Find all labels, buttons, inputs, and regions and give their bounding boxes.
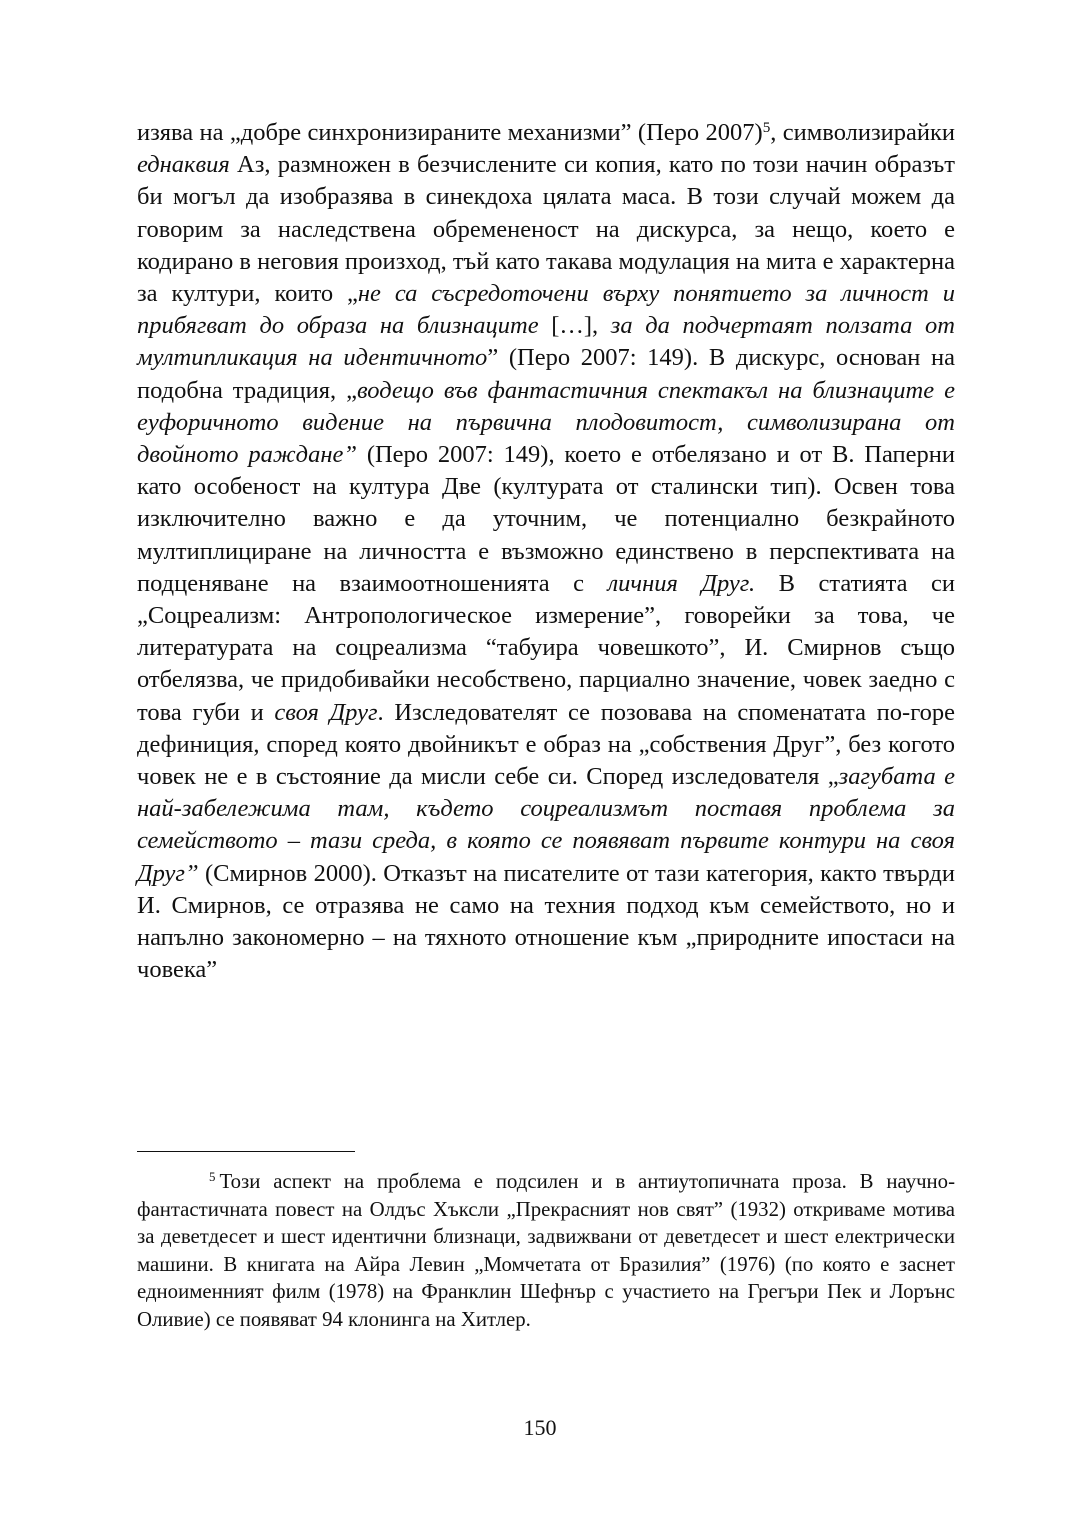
text-run: (Перо 2007: 149), което е отбелязано и от В. Паперни като особеност на култура Две (културата от сталински тип). Освен това изключително важно е да уточним, че потенциално безкрайното мултиплициране на личността е възможно единствено в перспективата на подценяване на взаимоотношенията с (137, 441, 955, 597)
main-paragraph (137, 117, 955, 986)
page-number: 150 (523, 1415, 557, 1440)
text-run: , символизирайки (770, 119, 955, 146)
text-run: В статията си „Соцреализм: Антропологическое измерение”, говорейки за това, че литературата на соцреализма “табуира човешкото”, И. Смирнов също отбелязва, че придобивайки несобствено, парциално значение, човек заедно с това губи и (137, 569, 956, 726)
italic-emphasis: личния Друг. (607, 569, 756, 597)
text-run: изява на „добре синхронизираните механизми” (Перо 2007) (137, 119, 763, 146)
text-run: […], (538, 312, 611, 340)
italic-quote: водещо във фантастичния спектакъл на близнаците е еуфоричното видение на първична плодовитост, символизирана от двойното раждане” (137, 376, 955, 469)
footnote-reference[interactable]: 5 (762, 118, 771, 136)
italic-quote: за да подчертаят ползата от мултипликация на идентичното (137, 312, 955, 372)
footnote-body: Този аспект на проблема е подсилен и в антиутопичната проза. В научно-фантастичната повест на Олдъс Хъксли „Прекрасният нов свят” (1932) откриваме мотива за деветдесет и шест идентични близнаци, задвижвани от деветдесет и шест електрически машини. В книгата на Айра Левин „Момчетата от Бразилия” (1976) (по която е заснет едноименният филм (1978) на Франклин Шефнър с участието на Грегъри Пек и Лорънс Оливие) се появяват 94 клонинга на Хитлер. (137, 1170, 955, 1331)
main-text-block (137, 117, 955, 986)
italic-quote: не са съсредоточени върху понятието за личност и прибягват до образа на близнаците (137, 280, 956, 340)
text-run: ” (Перо 2007: 149). В дискурс, основан на подобна традиция, „ (137, 344, 955, 404)
text-run: (Смирнов 2000). Отказът на писателите от тази категория, както твърди И. Смирнов, се отразява не само на техния подход към семейството, но и напълно закономерно – на тяхното отношение към „природните ипостаси на човека” (137, 859, 955, 984)
italic-quote: загубата е най-забележима там, където соцреализмът поставя проблема за семейството – тази среда, в която се появяват първите контури на своя Друг” (137, 763, 955, 887)
footnote-block (137, 1168, 955, 1334)
footnote-marker: 5 (209, 1169, 216, 1184)
text-run: . Изследователят се позовава на споменатата по-горе дефиниция, според която двойникът е образ на „собствения Друг”, без когото човек не е в състояние да мисли себе си. Според изследователя „ (137, 698, 956, 791)
italic-emphasis: своя Друг (274, 698, 378, 726)
footnote-paragraph (137, 1168, 955, 1334)
text-run: Аз, размножен в безчислените си копия, като по този начин образът би могъл да изобразява в синекдоха цялата маса. В този случай можем да говорим за наследствена обремененост на дискурса, за нещо, което е кодирано в неговия произход, тъй като такава модулация на мита е характерна за култури, които „ (137, 151, 955, 308)
italic-emphasis: еднаквия (137, 151, 230, 179)
footnote-divider (137, 1151, 355, 1152)
